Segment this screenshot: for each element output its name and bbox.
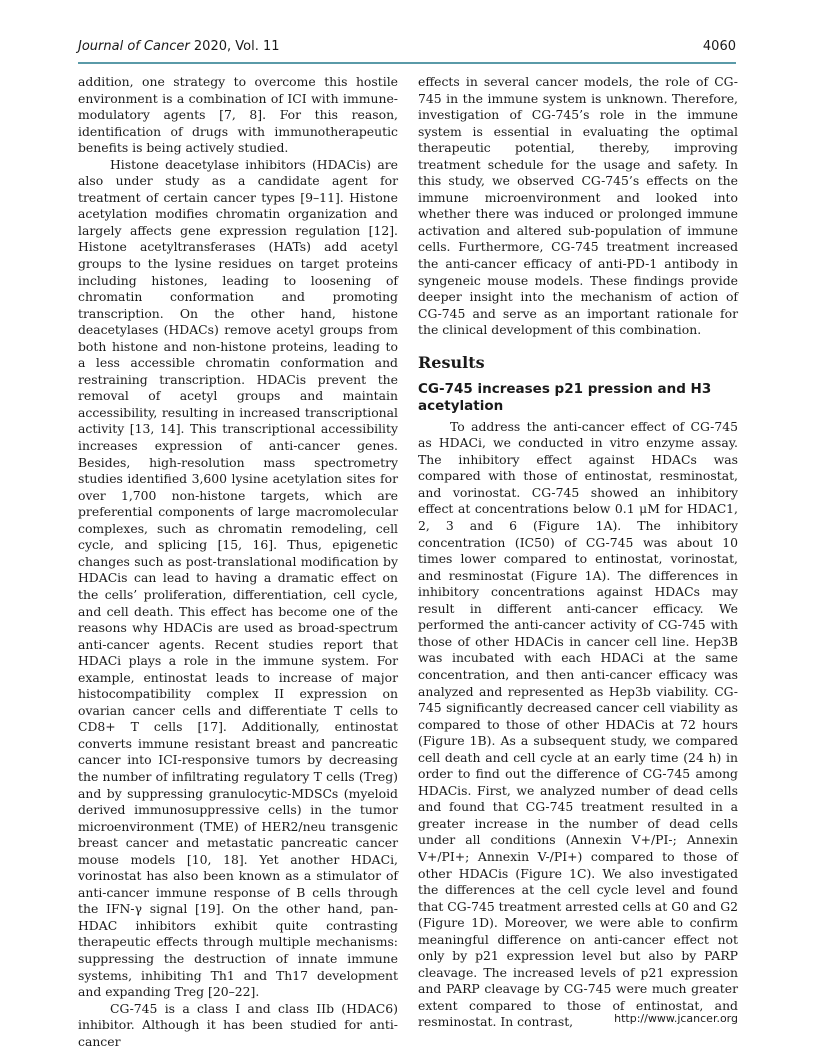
- paragraph-intro-continued: addition, one strategy to overcome this hostile environment is a combination of ICI with immune-modulatory agents [7, 8]. For this reason, identification of drugs with immunotherapeutic benefits is being actively studied.: [78, 74, 398, 156]
- journal-year-volume: 2020, Vol. 11: [189, 39, 280, 54]
- footer-url[interactable]: http://www.jcancer.org: [614, 1012, 738, 1025]
- journal-name: Journal of Cancer: [78, 39, 190, 54]
- paragraph-study-aims: effects in several cancer models, the role of CG-745 in the immune system is unknown. Therefore, investigation of CG-745’s role in the immune system is essential in evaluating the optimal therapeutic potential, thereby, improving treatment schedule for the usage and safety. In this study, we observed CG-745’s effects on the immune microenvironment and looked into whether there was induced or prolonged immune activation and altered sub-population of immune cells. Furthermore, CG-745 treatment increased the anti-cancer efficacy of anti-PD-1 antibody in syngeneic mouse models. These findings provide deeper insight into the mechanism of action of CG-745 and serve as an important rationale for the clinical development of this combination.: [418, 74, 738, 338]
- right-column: [418, 74, 738, 1031]
- subsection-heading: CG-745 increases p21 pression and H3 acetylation: [418, 380, 712, 414]
- left-column: [78, 74, 398, 1050]
- paragraph-hdacis: Histone deacetylase inhibitors (HDACis) are also under study as a candidate agent for treatment of certain cancer types [9–11]. Histone acetylation modifies chromatin organization and largely affects gene expression regulation [12]. Histone acetyltransferases (HATs) add acetyl groups to the lysine residues on target proteins including histones, leading to loosening of chromatin conformation and promoting transcription. On the other hand, histone deacetylases (HDACs) remove acetyl groups from both histone and non-histone proteins, leading to a less accessible chromatin conformation and restraining transcription. HDACis prevent the removal of acetyl groups and maintain accessibility, resulting in increased transcriptional activity [13, 14]. This transcriptional accessibility increases expression of anti-cancer genes. Besides, high-resolution mass spectrometry studies identified 3,600 lysine acetylation sites for over 1,700 non-histone targets, which are preferential components of large macromolecular complexes, such as chromatin remodeling, cell cycle, and splicing [15, 16]. Thus, epigenetic changes such as post-translational modification by HDACis can lead to having a dramatic effect on the cells’ proliferation, differentiation, cell cycle, and cell death. This effect has become one of the reasons why HDACis are used as broad-spectrum anti-cancer agents. Recent studies report that HDACi plays a role in the immune system. For example, entinostat leads to increase of major histocompatibility complex II expression on ovarian cancer cells and differentiate T cells to CD8+ T cells [17]. Additionally, entinostat converts immune resistant breast and pancreatic cancer into ICI-responsive tumors by decreasing the number of infiltrating regulatory T cells (Treg) and by suppressing granulocytic-MDSCs (myeloid derived immunosuppressive cells) in the tumor microenvironment (TME) of HER2/neu transgenic breast cancer and metastatic pancreatic cancer mouse models [10, 18]. Yet another HDACi, vorinostat has also been known as a stimulator of anti-cancer immune response of B cells through the IFN-γ signal [19]. On the other hand, pan-HDAC inhibitors exhibit quite contrasting therapeutic effects through multiple mechanisms: suppressing the destruction of innate immune systems, inhibiting Th1 and Th17 development and expanding Treg [20–22].: [78, 156, 398, 1000]
- journal-citation: [78, 39, 280, 54]
- page-header: [78, 16, 736, 64]
- paragraph-cg745: CG-745 is a class I and class IIb (HDAC6) inhibitor. Although it has been studied for anti-cancer: [78, 1000, 398, 1049]
- section-heading-results: Results: [418, 352, 485, 372]
- paragraph-results: To address the anti-cancer effect of CG-745 as HDACi, we conducted in vitro enzyme assay. The inhibitory effect against HDACs was compared with those of entinostat, resminostat, and vorinostat. CG-745 showed an inhibitory effect at concentrations below 0.1 μM for HDAC1, 2, 3 and 6 (Figure 1A). The inhibitory concentration (IC50) of CG-745 was about 10 times lower compared to entinostat, vorinostat, and resminostat (Figure 1A). The differences in inhibitory concentrations against HDACs may result in different anti-cancer efficacy. We performed the anti-cancer activity of CG-745 with those of other HDACis in cancer cell line. Hep3B was incubated with each HDACi at the same concentration, and then anti-cancer efficacy was analyzed and represented as Hep3b viability. CG-745 significantly decreased cancer cell viability as compared to those of other HDACis at 72 hours (Figure 1B). As a subsequent study, we compared cell death and cell cycle at an early time (24 h) in order to find out the difference of CG-745 among HDACis. First, we analyzed number of dead cells and found that CG-745 treatment resulted in a greater increase in the number of dead cells under all conditions (Annexin V+/PI-; Annexin V+/PI+; Annexin V-/PI+) compared to those of other HDACis (Figure 1C). We also investigated the differences at the cell cycle level and found that CG-745 treatment arrested cells at G0 and G2 (Figure 1D). Moreover, we were able to confirm meaningful difference on anti-cancer effect not only by p21 expression level but also by PARP cleavage. The increased levels of p21 expression and PARP cleavage by CG-745 were much greater extent compared to those of entinostat, and resminostat. In contrast,: [418, 418, 738, 1030]
- page-number: 4060: [702, 39, 736, 54]
